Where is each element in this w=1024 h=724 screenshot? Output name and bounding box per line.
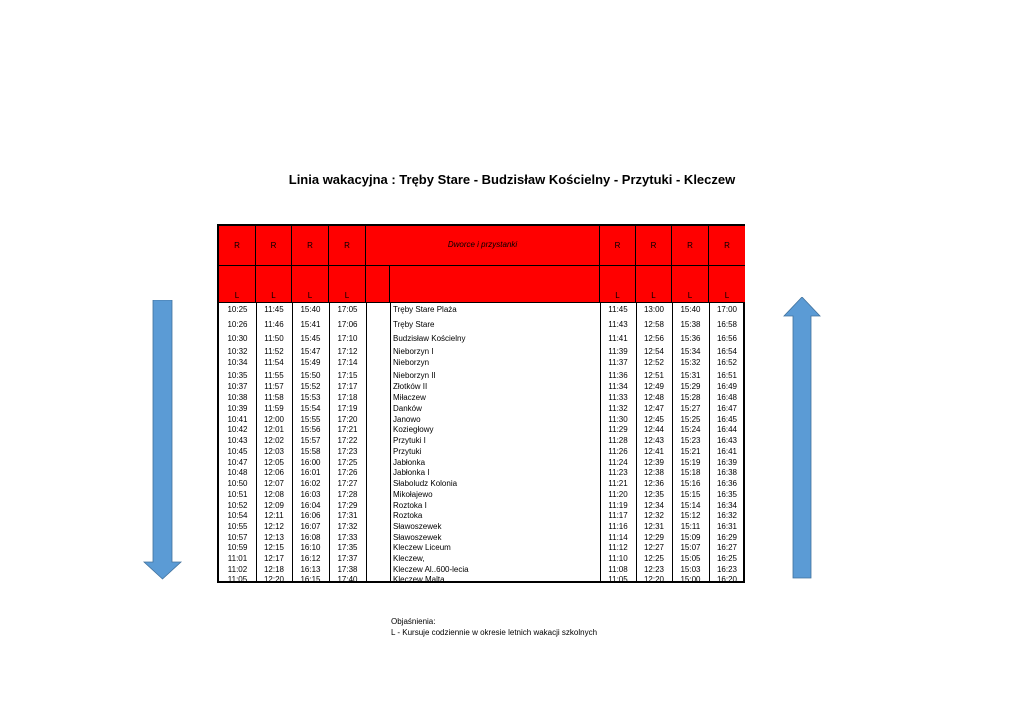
departure-time: 11:24 — [608, 458, 628, 467]
departure-time: 16:39 — [716, 458, 738, 467]
departure-time: 10:42 — [227, 425, 248, 434]
departure-time: 11:50 — [264, 334, 284, 343]
departure-time: 10:25 — [227, 305, 248, 314]
departure-time: 15:14 — [680, 501, 701, 510]
departure-time: 15:52 — [300, 382, 321, 391]
arrow-down-icon — [143, 300, 183, 580]
stop-name: Budzisław Kościelny — [393, 334, 466, 343]
departure-time: 11:23 — [608, 468, 628, 477]
stop-name: Nieborzyn I — [393, 347, 434, 356]
departure-time: 12:02 — [263, 436, 285, 445]
departure-time: 15:27 — [680, 404, 701, 413]
departure-time: 11:37 — [608, 358, 628, 367]
page-title: Linia wakacyjna : Tręby Stare - Budzisław Kościelny - Przytuki - Kleczew — [288, 172, 736, 187]
header-cell — [292, 226, 329, 266]
departure-time: 12:32 — [643, 511, 665, 520]
header-cell — [329, 226, 366, 266]
departure-time: 11:34 — [608, 382, 628, 391]
departure-time: 17:23 — [337, 447, 358, 456]
departure-time: 17:31 — [337, 511, 358, 520]
departure-time: 12:11 — [264, 511, 284, 520]
stop-name: Danków — [393, 404, 422, 413]
departure-time: 16:56 — [716, 334, 738, 343]
departure-time: 11:05 — [608, 575, 628, 584]
departure-time: 11:19 — [608, 501, 628, 510]
departure-time: 16:54 — [716, 347, 738, 356]
departure-time: 16:15 — [300, 575, 321, 584]
departure-time: 17:14 — [337, 358, 358, 367]
departure-time: 12:41 — [643, 447, 665, 456]
table-row — [219, 381, 743, 392]
stop-name: Przytuki — [393, 447, 422, 456]
departure-time: 17:38 — [337, 565, 358, 574]
departure-time: 10:39 — [227, 404, 248, 413]
departure-time: 12:56 — [643, 334, 665, 343]
table-row — [219, 553, 743, 564]
departure-time: 12:47 — [643, 404, 665, 413]
departure-time: 16:27 — [716, 543, 738, 552]
departure-time: 12:09 — [263, 501, 285, 510]
departure-time: 12:20 — [643, 575, 665, 584]
header-cell — [709, 226, 745, 266]
departure-time: 17:29 — [337, 501, 358, 510]
departure-time: 15:57 — [300, 436, 321, 445]
departure-time: 15:50 — [300, 371, 321, 380]
departure-time: 16:07 — [300, 522, 321, 531]
departure-time: 11:16 — [608, 522, 628, 531]
departure-time: 17:18 — [337, 393, 358, 402]
departure-time: 16:41 — [716, 447, 738, 456]
header-cell — [256, 226, 292, 266]
departure-time: 16:00 — [300, 458, 321, 467]
departure-time: 12:36 — [643, 479, 665, 488]
departure-time: 10:32 — [227, 347, 248, 356]
header-cell — [636, 266, 672, 303]
departure-time: 17:40 — [337, 575, 358, 584]
departure-time: 15:29 — [680, 382, 701, 391]
stop-name: Roztoka — [393, 511, 423, 520]
departure-time: 16:12 — [300, 554, 321, 563]
departure-time: 16:51 — [716, 371, 738, 380]
departure-time: 16:31 — [716, 522, 738, 531]
departure-time: 17:35 — [337, 543, 358, 552]
departure-time: 12:29 — [643, 533, 665, 542]
departure-time: 15:16 — [680, 479, 701, 488]
departure-time: 10:51 — [227, 490, 248, 499]
departure-time: 12:51 — [643, 371, 665, 380]
departure-time: 11:39 — [608, 347, 628, 356]
departure-time: 12:12 — [263, 522, 285, 531]
departure-time: 12:39 — [643, 458, 665, 467]
stop-name: Słaboludz Kolonia — [393, 479, 458, 488]
departure-time: 11:02 — [227, 565, 248, 574]
departure-time: 16:13 — [300, 565, 321, 574]
departure-time: 10:37 — [227, 382, 248, 391]
departure-time: 17:25 — [337, 458, 358, 467]
departure-time: 11:41 — [608, 334, 628, 343]
timetable — [217, 224, 745, 583]
departure-time: 11:20 — [608, 490, 628, 499]
stop-name: Miłaczew — [393, 393, 426, 402]
departure-time: 15:54 — [300, 404, 321, 413]
header-label: L — [344, 291, 350, 300]
departure-time: 10:50 — [227, 479, 248, 488]
departure-time: 15:58 — [300, 447, 321, 456]
stop-name: Kleczew Malta — [393, 575, 445, 584]
table-row — [219, 446, 743, 457]
header-label: L — [651, 291, 656, 300]
departure-time: 16:36 — [716, 479, 738, 488]
departure-time: 12:20 — [263, 575, 285, 584]
departure-time: 11:05 — [227, 575, 248, 584]
stop-name: Koziegłowy — [393, 425, 434, 434]
header-label: R — [344, 241, 350, 250]
header-label: L — [234, 291, 240, 300]
stop-name: Tręby Stare — [393, 320, 435, 329]
departure-time: 17:22 — [337, 436, 358, 445]
departure-time: 12:23 — [643, 565, 665, 574]
departure-time: 11:14 — [608, 533, 628, 542]
departure-time: 11:29 — [608, 425, 628, 434]
departure-time: 16:23 — [716, 565, 738, 574]
departure-time: 15:34 — [680, 347, 701, 356]
header-label: R — [687, 241, 693, 250]
header-label: R — [234, 241, 240, 250]
departure-time: 12:03 — [263, 447, 285, 456]
table-row — [219, 489, 743, 500]
departure-time: 11:54 — [264, 358, 284, 367]
departure-time: 17:15 — [337, 371, 358, 380]
departure-time: 15:23 — [680, 436, 701, 445]
departure-time: 15:32 — [680, 358, 701, 367]
departure-time: 12:27 — [643, 543, 665, 552]
departure-time: 17:17 — [337, 382, 358, 391]
departure-time: 17:06 — [337, 320, 358, 329]
header-cell — [600, 226, 636, 266]
departure-time: 11:08 — [608, 565, 628, 574]
header-label: L — [307, 291, 313, 300]
departure-time: 16:20 — [716, 575, 738, 584]
departure-time: 10:55 — [227, 522, 248, 531]
departure-time: 16:10 — [300, 543, 321, 552]
departure-time: 16:45 — [716, 415, 738, 424]
notes-line: L - Kursuje codziennie w okresie letnich wakacji szkolnych — [391, 628, 598, 637]
stop-name: Kleczew, — [393, 554, 425, 563]
departure-time: 17:21 — [337, 425, 358, 434]
departure-time: 12:18 — [263, 565, 285, 574]
departure-time: 16:58 — [716, 320, 738, 329]
departure-time: 10:54 — [227, 511, 248, 520]
departure-time: 17:12 — [337, 347, 358, 356]
departure-time: 15:55 — [300, 415, 321, 424]
departure-time: 11:30 — [608, 415, 628, 424]
departure-time: 10:35 — [227, 371, 248, 380]
departure-time: 11:36 — [608, 371, 628, 380]
departure-time: 11:26 — [608, 447, 628, 456]
departure-time: 15:15 — [680, 490, 701, 499]
departure-time: 11:55 — [264, 371, 284, 380]
departure-time: 15:25 — [680, 415, 701, 424]
departure-time: 17:00 — [716, 305, 738, 314]
departure-time: 12:48 — [643, 393, 665, 402]
departure-time: 12:52 — [643, 358, 665, 367]
table-row — [219, 521, 743, 532]
departure-time: 16:06 — [300, 511, 321, 520]
table-row — [219, 510, 743, 521]
departure-time: 11:21 — [608, 479, 628, 488]
departure-time: 15:09 — [680, 533, 701, 542]
header-label: L — [724, 291, 730, 300]
departure-time: 13:00 — [643, 305, 665, 314]
header-cell — [329, 266, 366, 303]
header-label: R — [724, 241, 730, 250]
departure-time: 15:00 — [680, 575, 701, 584]
departure-time: 16:32 — [716, 511, 738, 520]
departure-time: 16:35 — [716, 490, 738, 499]
table-row — [219, 574, 743, 585]
header-center-label: Dworce i przystanki — [447, 240, 518, 249]
departure-time: 15:45 — [300, 334, 321, 343]
departure-time: 15:56 — [300, 425, 321, 434]
departure-time: 10:41 — [227, 415, 248, 424]
departure-time: 15:40 — [300, 305, 321, 314]
departure-time: 12:25 — [643, 554, 665, 563]
departure-time: 11:43 — [608, 320, 628, 329]
stop-name: Nieborzyn — [393, 358, 430, 367]
departure-time: 15:05 — [680, 554, 701, 563]
header-cell — [672, 266, 709, 303]
departure-time: 15:18 — [680, 468, 701, 477]
header-cell — [636, 226, 672, 266]
header-cell — [672, 226, 709, 266]
table-row — [219, 392, 743, 403]
departure-time: 15:47 — [300, 347, 321, 356]
departure-time: 11:46 — [264, 320, 284, 329]
departure-time: 12:45 — [643, 415, 665, 424]
stop-name: Janowo — [393, 415, 421, 424]
departure-time: 16:29 — [716, 533, 738, 542]
notes — [391, 616, 597, 638]
departure-time: 15:36 — [680, 334, 701, 343]
departure-time: 17:32 — [337, 522, 358, 531]
header-cell — [390, 266, 600, 303]
departure-time: 10:57 — [227, 533, 248, 542]
header-cell — [219, 266, 256, 303]
header-label: L — [615, 291, 620, 300]
header-cell — [709, 266, 745, 303]
stop-name: Jabłonka — [393, 458, 426, 467]
departure-time: 16:08 — [300, 533, 321, 542]
departure-time: 12:44 — [643, 425, 665, 434]
departure-time: 15:53 — [300, 393, 321, 402]
table-row — [219, 357, 743, 368]
departure-time: 12:38 — [643, 468, 665, 477]
departure-time: 12:05 — [263, 458, 285, 467]
stop-name: Złotków II — [393, 382, 428, 391]
table-row — [219, 319, 743, 330]
departure-time: 15:19 — [680, 458, 701, 467]
departure-time: 16:43 — [716, 436, 738, 445]
departure-time: 11:45 — [264, 305, 284, 314]
departure-time: 12:34 — [643, 501, 665, 510]
departure-time: 17:19 — [337, 404, 358, 413]
departure-time: 10:52 — [227, 501, 248, 510]
departure-time: 16:48 — [716, 393, 738, 402]
header-label: R — [270, 241, 277, 250]
departure-time: 15:40 — [680, 305, 701, 314]
departure-time: 17:26 — [337, 468, 358, 477]
header-cell — [366, 266, 390, 303]
stop-name: Nieborzyn II — [393, 371, 436, 380]
header-label: L — [687, 291, 693, 300]
stop-name: Mikołajewo — [393, 490, 433, 499]
departure-time: 11:59 — [264, 404, 284, 413]
departure-time: 12:15 — [263, 543, 285, 552]
stop-name: Kleczew Liceum — [393, 543, 451, 552]
departure-time: 17:20 — [337, 415, 358, 424]
departure-time: 15:31 — [680, 371, 701, 380]
departure-time: 12:07 — [263, 479, 285, 488]
departure-time: 11:01 — [227, 554, 248, 563]
departure-time: 16:04 — [300, 501, 321, 510]
departure-time: 10:34 — [227, 358, 248, 367]
departure-time: 15:24 — [680, 425, 701, 434]
departure-time: 12:01 — [263, 425, 285, 434]
departure-time: 16:38 — [716, 468, 738, 477]
departure-time: 12:13 — [263, 533, 285, 542]
table-row — [219, 435, 743, 446]
departure-time: 10:48 — [227, 468, 248, 477]
header-cell — [600, 266, 636, 303]
departure-time: 16:25 — [716, 554, 738, 563]
header-label: R — [614, 241, 621, 250]
departure-time: 12:58 — [643, 320, 665, 329]
table-row — [219, 304, 743, 315]
header-label: R — [307, 241, 313, 250]
departure-time: 12:43 — [643, 436, 665, 445]
departure-time: 15:28 — [680, 393, 701, 402]
departure-time: 10:47 — [227, 458, 248, 467]
departure-time: 17:10 — [337, 334, 358, 343]
departure-time: 10:45 — [227, 447, 248, 456]
departure-time: 10:59 — [227, 543, 248, 552]
header-cell — [256, 266, 292, 303]
table-row — [219, 370, 743, 381]
table-row — [219, 542, 743, 553]
departure-time: 15:41 — [300, 320, 321, 329]
departure-time: 11:45 — [608, 305, 628, 314]
table-row — [219, 346, 743, 357]
table-row — [219, 424, 743, 435]
stop-name: Sławoszewek — [393, 522, 442, 531]
departure-time: 16:02 — [300, 479, 321, 488]
departure-time: 15:03 — [680, 565, 701, 574]
header-label: L — [271, 291, 276, 300]
departure-time: 15:11 — [680, 522, 701, 531]
stop-name: Sławoszewek — [393, 533, 442, 542]
stop-name: Tręby Stare Plaża — [393, 305, 457, 314]
departure-time: 16:03 — [300, 490, 321, 499]
departure-time: 16:01 — [300, 468, 321, 477]
timetable-header — [219, 226, 743, 303]
departure-time: 12:49 — [643, 382, 665, 391]
departure-time: 11:33 — [608, 393, 628, 402]
departure-time: 12:08 — [263, 490, 285, 499]
departure-time: 11:58 — [264, 393, 284, 402]
departure-time: 17:27 — [337, 479, 358, 488]
header-label: R — [650, 241, 657, 250]
header-cell — [219, 226, 256, 266]
departure-time: 11:57 — [264, 382, 284, 391]
stop-name: Kleczew Al..600-lecia — [393, 565, 469, 574]
departure-time: 15:38 — [680, 320, 701, 329]
departure-time: 10:43 — [227, 436, 248, 445]
departure-time: 11:10 — [608, 554, 628, 563]
departure-time: 16:34 — [716, 501, 738, 510]
departure-time: 11:17 — [608, 511, 628, 520]
departure-time: 16:52 — [716, 358, 738, 367]
stop-name: Roztoka I — [393, 501, 427, 510]
header-cell — [292, 266, 329, 303]
departure-time: 11:32 — [608, 404, 628, 413]
departure-time: 16:49 — [716, 382, 738, 391]
departure-time: 12:35 — [643, 490, 665, 499]
departure-time: 17:37 — [337, 554, 358, 563]
arrow-up-icon — [782, 297, 822, 579]
departure-time: 16:47 — [716, 404, 738, 413]
stop-name: Jabłonka I — [393, 468, 430, 477]
table-row — [219, 478, 743, 489]
departure-time: 10:26 — [227, 320, 248, 329]
departure-time: 11:28 — [608, 436, 628, 445]
departure-time: 12:31 — [643, 522, 665, 531]
departure-time: 12:17 — [263, 554, 285, 563]
departure-time: 12:06 — [263, 468, 285, 477]
departure-time: 16:44 — [716, 425, 738, 434]
departure-time: 15:21 — [680, 447, 701, 456]
departure-time: 11:12 — [608, 543, 628, 552]
departure-time: 15:49 — [300, 358, 321, 367]
departure-time: 17:05 — [337, 305, 358, 314]
table-row — [219, 403, 743, 414]
departure-time: 15:12 — [680, 511, 701, 520]
departure-time: 11:52 — [264, 347, 284, 356]
departure-time: 12:00 — [263, 415, 285, 424]
departure-time: 15:07 — [680, 543, 701, 552]
table-row — [219, 467, 743, 478]
departure-time: 12:54 — [643, 347, 665, 356]
notes-heading: Objaśnienia: — [391, 617, 436, 626]
stop-name: Przytuki I — [393, 436, 426, 445]
header-center-cell — [366, 226, 600, 266]
departure-time: 17:28 — [337, 490, 358, 499]
departure-time: 17:33 — [337, 533, 358, 542]
departure-time: 10:30 — [227, 334, 248, 343]
table-row — [219, 333, 743, 344]
departure-time: 10:38 — [227, 393, 248, 402]
